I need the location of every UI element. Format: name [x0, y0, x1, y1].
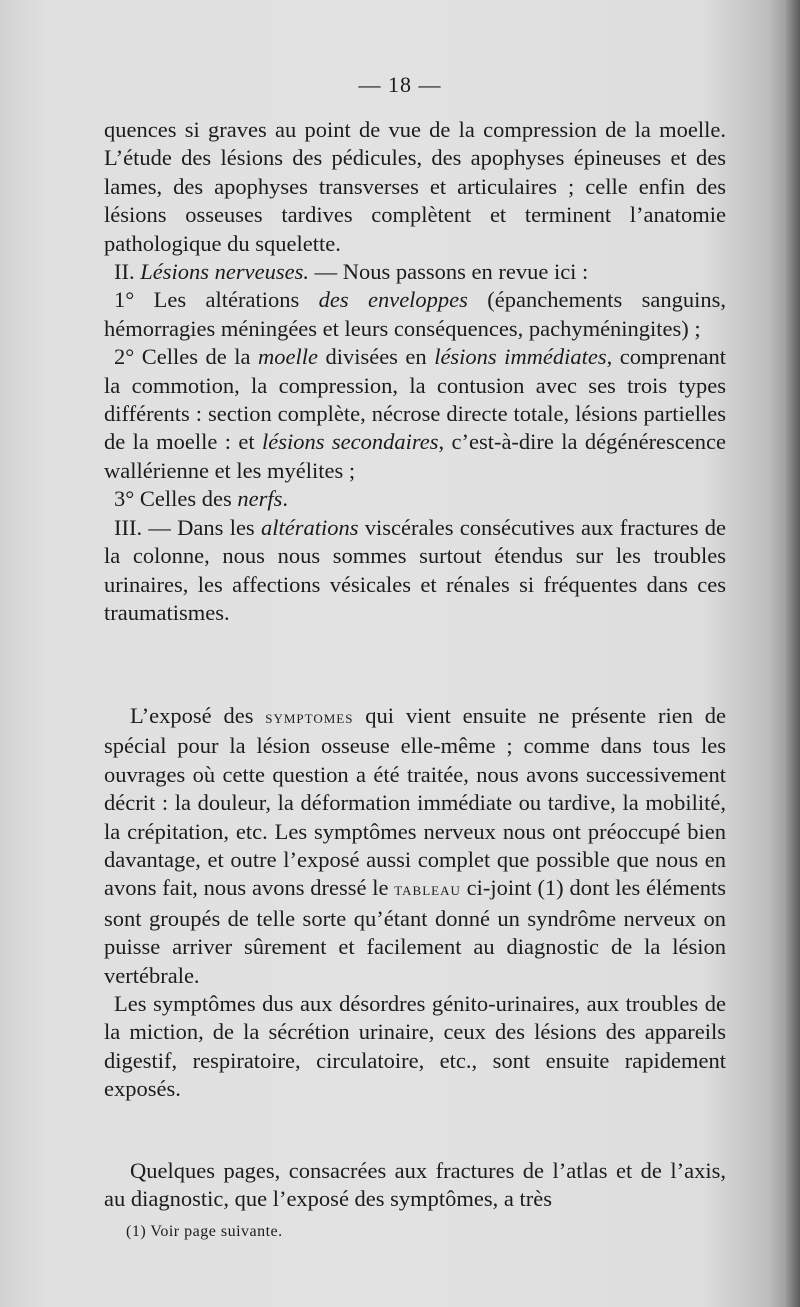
list-item-2-emphasis-secondaires: lésions secondaires [261, 429, 439, 455]
list-item-3-emphasis: nerfs [237, 486, 283, 512]
text-block-symptoms [104, 702, 726, 1104]
page-number: — 18 — [358, 72, 442, 97]
section-title: Lésions nerveuses. [140, 259, 309, 285]
list-item-1-text: (épanchements sanguins, hémorragies méningées et leurs conséquences, pachyméningites) ; [104, 287, 726, 341]
small-caps-tableau: tableau [394, 879, 461, 901]
list-item-2-emphasis-immediates: lésions immédiates [434, 344, 607, 370]
paragraph-genito-urinary: Les symptômes dus aux désordres génito-urinaires, aux troubles de la miction, de la sécrétion urinaire, ceux des lésions des appareils digestif, respiratoire, circulatoire, etc., sont ensuite rapidement exposés. [104, 991, 726, 1102]
list-item-2 [104, 343, 726, 485]
list-item-2-text-a: divisées en [317, 344, 435, 370]
list-item-3 [104, 485, 726, 513]
section-iii-text: viscérales consécutives aux fractures de la colonne, nous nous sommes surtout étendus sur les troubles urinaires, les affections vésicales et rénales si fréquentes dans ces traumatismes. [104, 514, 726, 625]
list-item-1-emphasis: des enveloppes [318, 287, 468, 313]
list-item-3-end: . [282, 486, 288, 512]
page-edge-shadow [786, 0, 800, 1307]
symptoms-lead: L’exposé des [130, 703, 266, 728]
list-item-2-text-b: , comprenant la commotion, la compression, la contusion avec ses trois types différents : section complète, nécrose directe totale, lésions partielles de la moelle : et [104, 344, 726, 455]
paragraph-symptoms [104, 702, 726, 990]
symptoms-text: qui vient ensuite ne présente rien de spécial pour la lésion osseuse elle-même ; comme dans tous les ouvrages où cette question a été traitée, nous avons successivement décrit : la douleur, la déformation immédiate ou tardive, la mobilité, la crépitation, etc. Les symptômes nerveux nous ont préoccupé bien davantage, et outre l’exposé aussi complet que possible que nous en avons fait, nous avons dressé le [104, 703, 726, 901]
section-iii-emphasis: altérations [260, 514, 359, 540]
list-item-1-lead: 1° Les altérations [114, 287, 319, 313]
list-item-2-text-c: , c’est-à-dire la dégénérescence wallérienne et les myélites ; [104, 429, 726, 483]
section-intro: — Nous passons en revue ici : [308, 259, 589, 285]
section-iii-lead: III. — Dans les [114, 514, 261, 540]
section-iii [104, 514, 726, 628]
symptoms-end: ci-joint (1) dont les éléments sont groupés de telle sorte qu’étant donné un syndrôme nerveux on puisse arriver sûrement et facilement au diagnostic de la lésion vertébrale. [104, 875, 726, 988]
list-item-2-lead: 2° Celles de la [114, 344, 258, 370]
section-number: II. [114, 259, 135, 285]
small-caps-symptomes: symptomes [265, 707, 354, 728]
list-item-1 [104, 286, 726, 343]
paragraph-atlas: Quelques pages, consacrées aux fractures de l’atlas et de l’axis, au diagnostic, que l’exposé des symptômes, a très [104, 1158, 726, 1212]
text-block-atlas [104, 1157, 726, 1214]
list-item-3-lead: 3° Celles des [114, 486, 238, 512]
section-ii-heading [104, 258, 726, 286]
list-item-2-emphasis-moelle: moelle [257, 344, 318, 370]
paragraph-continuation: quences si graves au point de vue de la compression de la moelle. L’étude des lésions des pédicules, des apophyses épineuses et des lames, des apophyses transverses et articulaires ; celle enfin des lésions osseuses tardives complètent et terminent l’anatomie pathologique du squelette. [104, 117, 726, 256]
text-block-anatomy [104, 116, 726, 627]
footnote: (1) Voir page suivante. [126, 1223, 283, 1240]
